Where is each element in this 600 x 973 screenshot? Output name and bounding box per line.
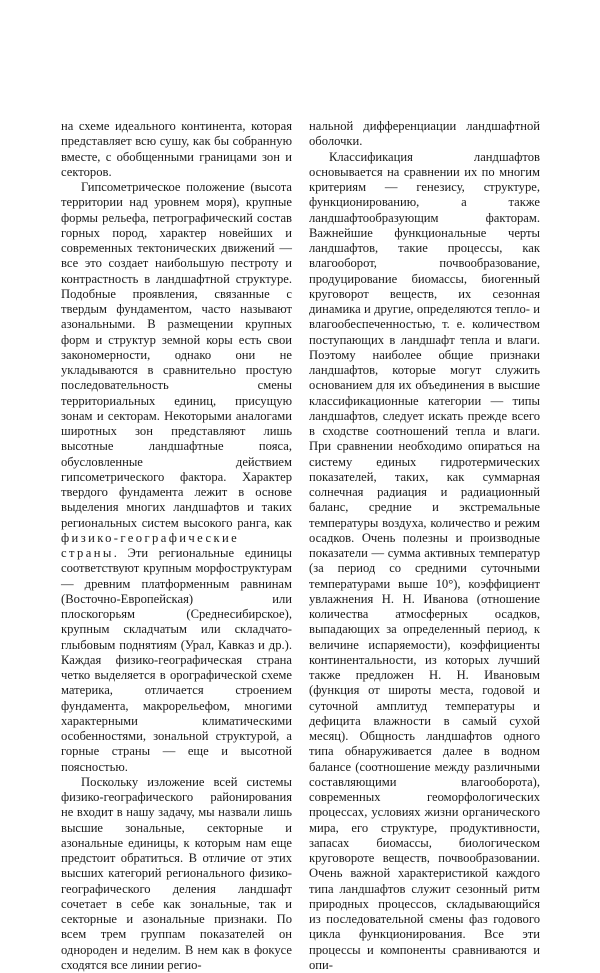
left-paragraph-2-part-b: . Эти региональные единицы соответствуют крупным морфоструктурам — древним платформенным равнинам (Восточно-Европейская) или плоскогорьям (Среднесибирское), крупным складчатым или складчато-глыбовым поднятиям (Урал, Кавказ и др.). Каждая физико-географическая страна четко выделяется в орографической схеме материка, отличается строением фундамента, макрорельефом, многими характерными климатическими особенностями, зональной структурой, а горные страны — еще и высотной поясностью.: [61, 546, 292, 774]
right-paragraph-2: Классификация ландшафтов основывается на сравнении их по многим критериям — генезису, структуре, функционированию, а также ландшафтообразующим факторам. Важнейшие функциональные черты ландшафтов, такие процессы, как влагооборот, почвообразование, продуцирование биомассы, биогенный круговорот веществ, их сезонная динамика и другие, определяются тепло- и влагообеспеченностью, т. е. количеством поступающих в ландшафт тепла и влаги. Поэтому наиболее общие признаки ландшафтов, которые могут служить основанием для их объединения в высшие классификационные категории — типы ландшафтов, следует искать прежде всего в сходстве соотношений тепла и влаги. При сравнении необходимо опираться на систему единых гидротермических показателей, таких, как суммарная солнечная радиация и радиационный баланс, средние и экстремальные температуры воздуха, количество и режим осадков. Очень полезны и производные показатели — сумма активных температур (за период со средними суточными температурами выше 10°), коэффициент увлажнения Н. Н. Иванова (отношение количества атмосферных осадков, выпадающих за определенный период, к величине испаряемости), коэффициенты континентальности, из которых лучший также предложен Н. Н. Ивановым (функция от широты места, годовой и суточной амплитуд температуры и дефицита влажности в самый сухой месяц). Общность ландшафтов одного типа обнаруживается далее в водном балансе (соотношение между различными составляющими влагооборота), современных геоморфологических процессах, условиях жизни органического мира, его структуре, продуктивности, запасах биомассы, биологическом круговороте веществ, почвообразовании. Очень важной характеристикой каждого типа ландшафтов служит сезонный ритм природных процессов, складывающийся из последовательной смены фаз годового цикла функционирования. Все эти процессы и компоненты сравниваются и опи-: [309, 150, 540, 973]
left-paragraph-3: Поскольку изложение всей системы физико-географического районирования не входит в нашу задачу, мы назвали лишь высшие зональные, секторные и азональные единицы, к которым нам еще предстоит обратиться. В отличие от этих высших категорий регионального физико-географического деления ландшафт сочетает в себе как зональные, так и секторные и азональные признаки. По всем трем группам показателей он однороден и неделим. В нем как в фокусе сходятся все линии регио-: [61, 775, 292, 973]
left-paragraph-2: [61, 180, 292, 775]
right-paragraph-1: нальной дифференциации ландшафтной оболочки.: [309, 119, 540, 150]
left-paragraph-1: на схеме идеального континента, которая представляет всю сушу, как бы собранную вместе, с обобщенными границами зон и секторов.: [61, 119, 292, 180]
spaced-term: физико-географические страны: [61, 531, 239, 560]
left-column: [61, 119, 292, 973]
right-column: [309, 119, 540, 973]
left-paragraph-2-part-a: Гипсометрическое положение (высота территории над уровнем моря), крупные формы рельефа, петрографический состав горных пород, характер новейших и современных тектонических движений — все это создает наибольшую пестроту и контрастность в ландшафтной структуре. Подобные проявления, связанные с твердым фундаментом, часто называют азональными. В размещении крупных форм и структур земной коры есть свои закономерности, однако они не укладываются в сравнительно простую последовательность смены территориальных единиц, присущую зонам и секторам. Некоторыми аналогами широтных зон представляют лишь высотные ландшафтные пояса, обусловленные действием гипсометрического фактора. Характер твердого фундамента лежит в основе выделения многих ландшафтов и таких региональных систем высокого ранга, как: [61, 180, 292, 530]
